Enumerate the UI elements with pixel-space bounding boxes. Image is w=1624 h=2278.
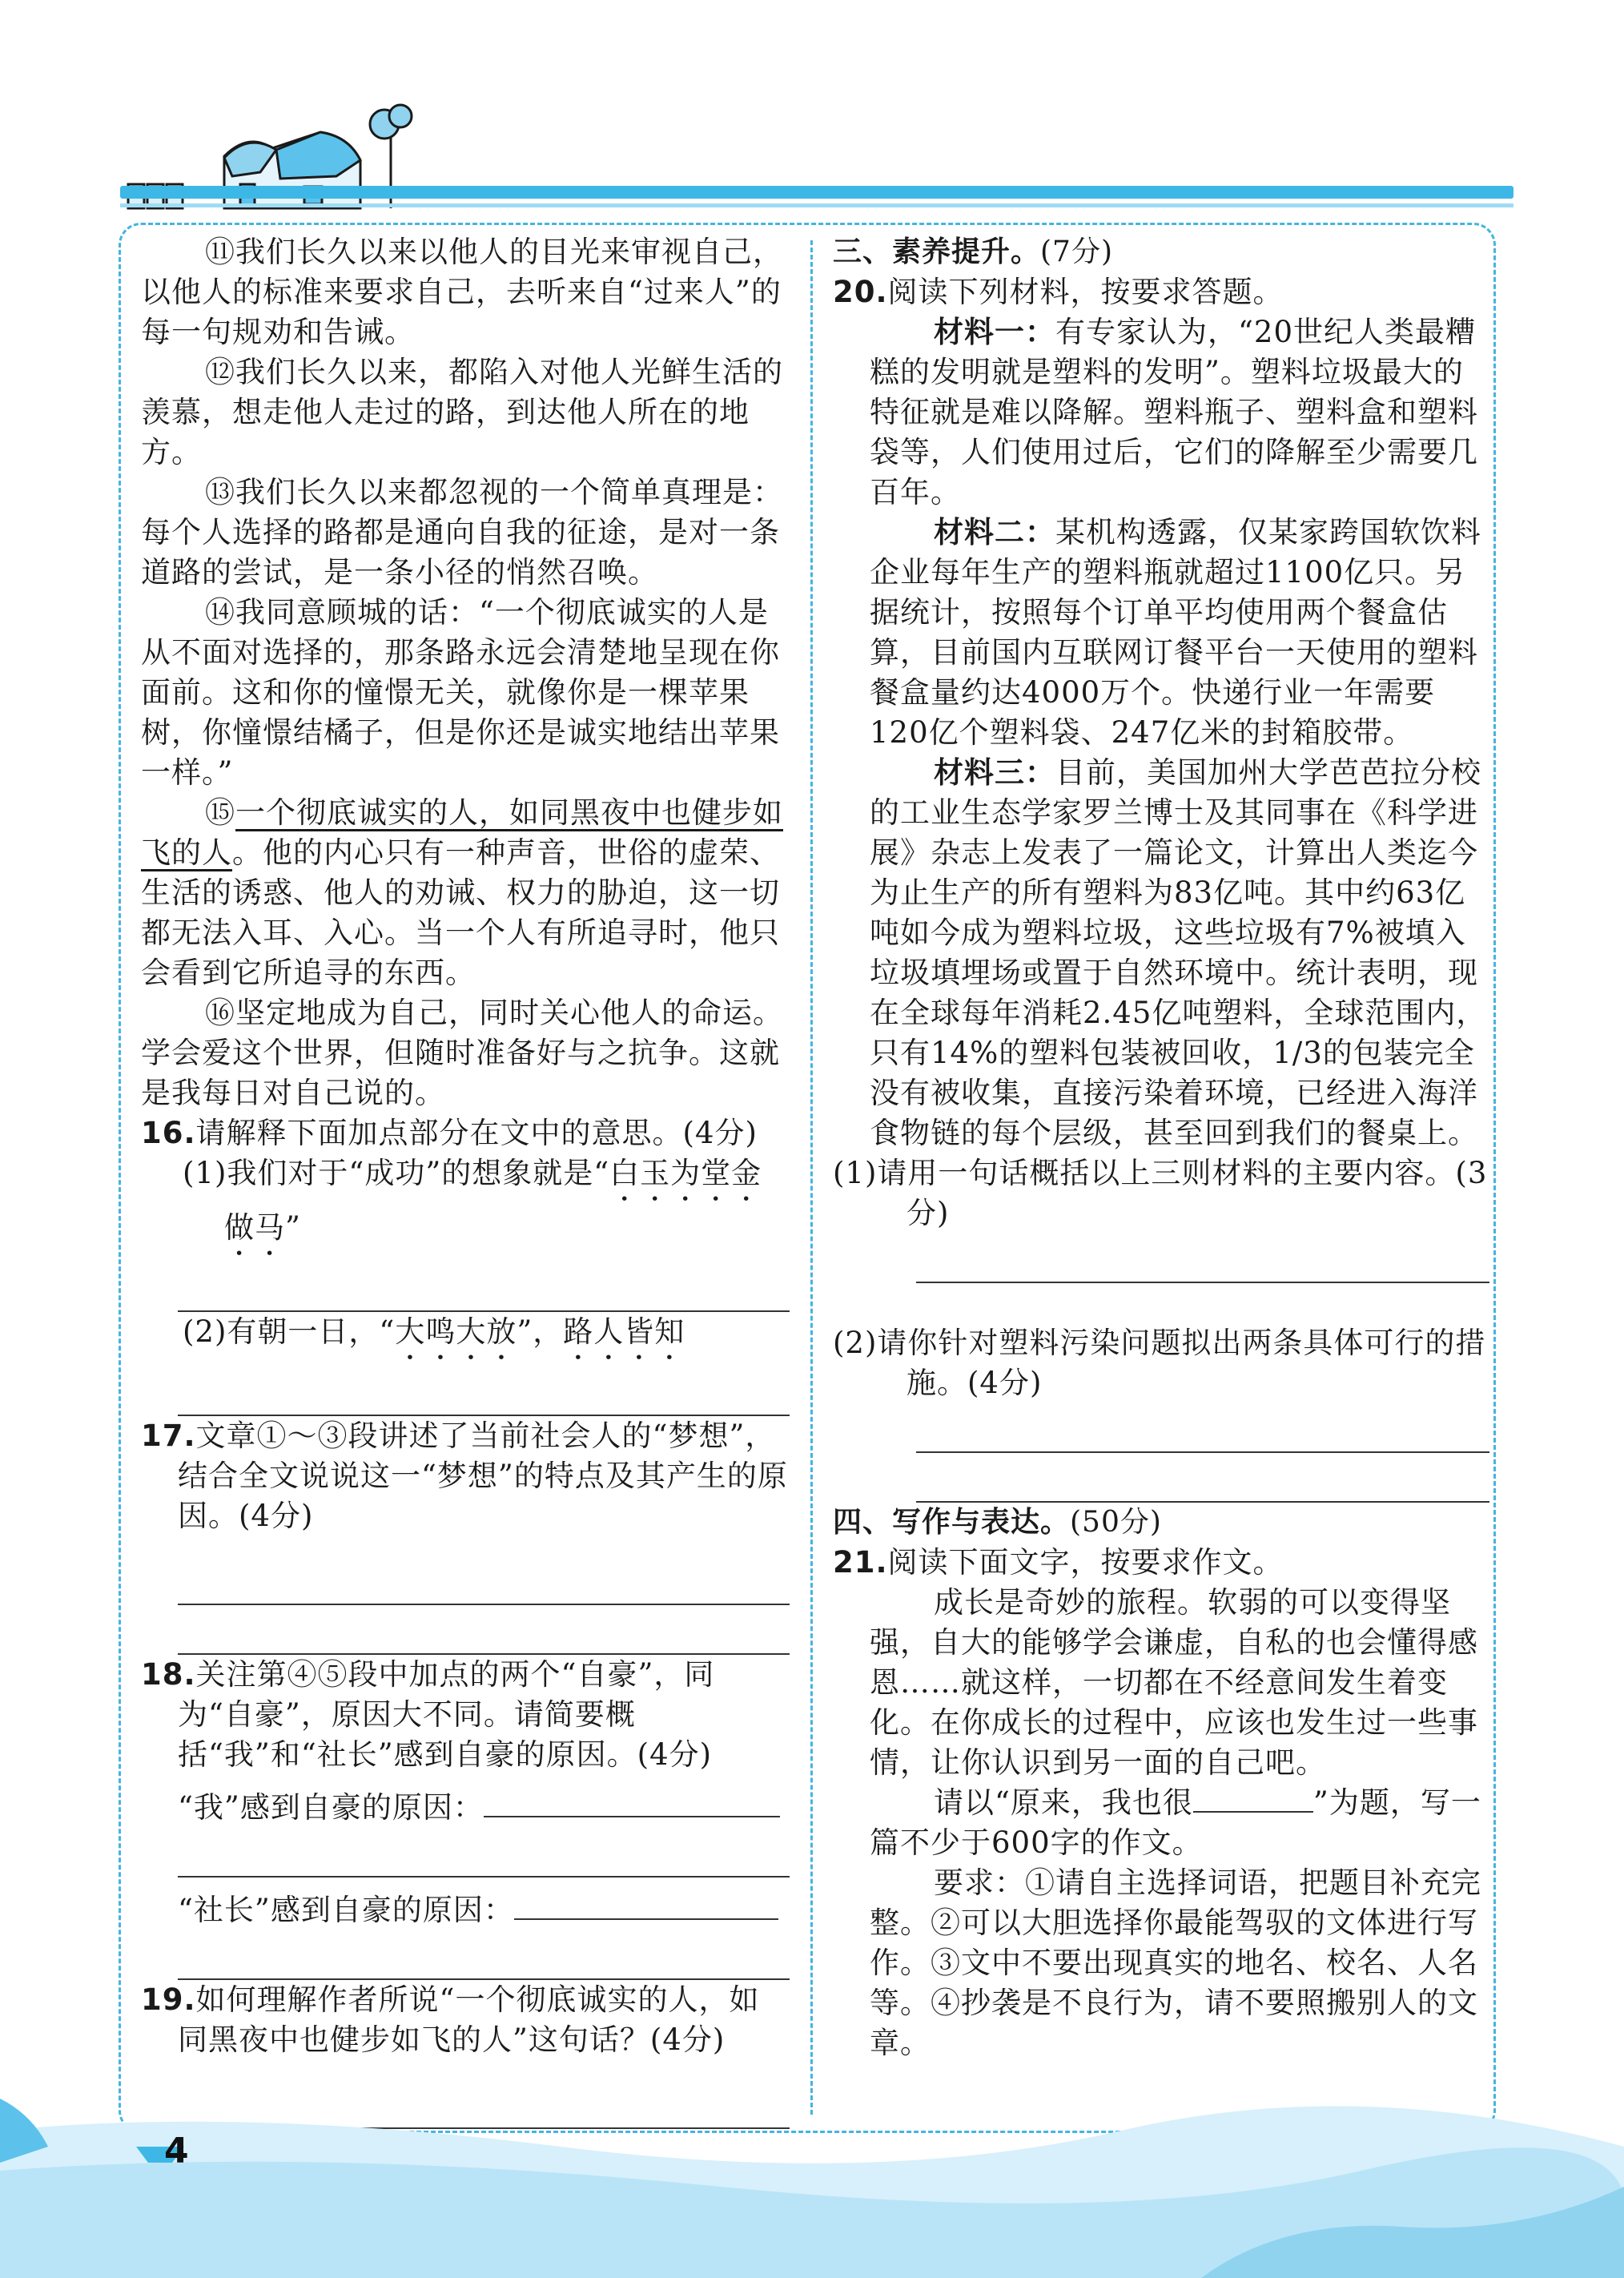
right-column (833, 232, 1489, 2063)
material-3-label: 材料三： (934, 755, 1055, 790)
material-3-text: 目前，美国加州大学芭芭拉分校的工业生态学家罗兰博士及其同事在《科学进展》杂志上发表了一篇论文，计算出人类迄今为止生产的所有塑料为83亿吨。其中约63亿吨如今成为塑料垃圾，这些垃圾有7%被填入垃圾填埋场或置于自然环境中。统计表明，现在全球每年消耗2.45亿吨塑料，全球范围内，只有14%的塑料包装被回收，1/3的包装完全没有被收集，直接污染着环境，已经进入海洋食物链的每个层级，甚至回到我们的餐桌上。 (870, 755, 1487, 1150)
question-16-1 (141, 1153, 790, 1262)
q21-title-instruction (870, 1783, 1489, 1863)
question-17-text: 文章①～③段讲述了当前社会人的“梦想”，结合全文说说这一“梦想”的特点及其产生的原因。(4分) (178, 1419, 788, 1533)
q21-title-pre: 请以“原来，我也很 (934, 1785, 1193, 1820)
question-21-number: 21. (833, 1545, 888, 1580)
question-20-text: 阅读下列材料，按要求答题。 (887, 275, 1284, 309)
answer-line-20-2a[interactable] (916, 1443, 1489, 1453)
question-18-text: 关注第④⑤段中加点的两个“自豪”，同为“自豪”，原因大不同。请简要概括“我”和“社长”感到自豪的原因。(4分) (178, 1657, 715, 1772)
material-1-label: 材料一： (934, 315, 1055, 349)
question-20-1: (1)请用一句话概括以上三则材料的主要内容。(3分) (833, 1156, 1488, 1230)
spacer (141, 1605, 790, 1645)
section-4-title: 四、写作与表达。 (833, 1506, 1071, 1539)
question-18 (141, 1655, 790, 1775)
underlined-sentence: 一个彻底诚实的人，如同黑夜中也健步如飞的人 (141, 795, 783, 870)
section-4-score: (50分) (1070, 1506, 1162, 1539)
question-20-number: 20. (833, 275, 888, 309)
answer-line-16-1[interactable] (178, 1302, 790, 1312)
paragraph-15-text: 。他的内心只有一种声音，世俗的虚荣、生活的诱惑、他人的劝诫、权力的胁迫，这一切都无法入耳、入心。当一个人有所追寻时，他只会看到它所追寻的东西。 (141, 835, 780, 990)
question-20-2: (2)请你针对塑料污染问题拟出两条具体可行的措施。(4分) (833, 1326, 1486, 1400)
q21-requirements: 要求：①请自主选择词语，把题目补充完整。②可以大胆选择你最能驾驭的文体进行写作。③文中不要出现真实的地名、校名、人名等。④抄袭是不良行为，请不要照搬别人的文章。 (870, 1865, 1481, 2060)
question-20 (833, 272, 1489, 312)
paragraph-14: ⑭我同意顾城的话：“一个彻底诚实的人是从不面对选择的，那条路永远会清楚地呈现在你面前。这和你的憧憬无关，就像你是一棵苹果树，你憧憬结橘子，但是你还是诚实地结出苹果一样。” (141, 595, 780, 790)
q21-title-post: ”为题，写一篇不少于600字的作文。 (870, 1785, 1481, 1860)
question-19 (141, 1980, 790, 2060)
spacer (141, 1930, 790, 1970)
spacer (141, 1828, 790, 1868)
q16-1-dotted-phrase: 白玉为堂金做马 (224, 1156, 762, 1245)
column-divider (810, 240, 813, 2115)
answer-line-17-b[interactable] (178, 1645, 790, 1655)
section-3-heading (833, 232, 1489, 272)
question-17 (141, 1416, 790, 1536)
answer-line-20-1a[interactable] (916, 1274, 1489, 1283)
answer-line-18-a[interactable] (484, 1808, 780, 1817)
paragraph-16: ⑯坚定地成为自己，同时关心他人的命运。学会爱这个世界，但随时准备好与之抗争。这就是我每日对自己说的。 (141, 996, 783, 1110)
question-16 (141, 1113, 790, 1153)
section-4-heading (833, 1503, 1489, 1543)
q16-1-close-quote: ” (285, 1210, 301, 1245)
q16-2-dotted-phrase-1: 大鸣大放 (395, 1314, 517, 1349)
spacer (141, 1262, 790, 1302)
spacer (833, 1453, 1489, 1493)
spacer (833, 1403, 1489, 1443)
paragraph-12: ⑫我们长久以来，都陷入对他人光鲜生活的羡慕，想走他人走过的路，到达他人所在的地方。 (141, 355, 783, 469)
spacer (141, 1536, 790, 1596)
material-2-text: 某机构透露，仅某家跨国软饮料企业每年生产的塑料瓶就超过1100亿只。另据统计，按照每个订单平均使用两个餐盒估算，目前国内互联网订餐平台一天使用的塑料餐盒量约达4000万个。快递行业一年需要120亿个塑料袋、247亿米的封箱胶带。 (870, 515, 1481, 750)
question-18-a (141, 1788, 790, 1828)
q16-1-text: (1)我们对于“成功”的想象就是“ (183, 1156, 610, 1190)
answer-line-18-a2[interactable] (178, 1868, 790, 1878)
spacer (141, 1366, 790, 1407)
answer-line-18-b2[interactable] (178, 1970, 790, 1980)
answer-line-20-2b[interactable] (916, 1493, 1489, 1503)
q16-2-text: (2)有朝一日，“ (183, 1314, 396, 1349)
question-21-text: 阅读下面文字，按要求作文。 (887, 1545, 1284, 1580)
header-bar-thin (120, 203, 1513, 207)
question-16-2 (141, 1312, 790, 1366)
spacer (833, 1283, 1489, 1323)
footer-wave-decoration (0, 2099, 1624, 2278)
q16-2-dotted-phrase-2: 路人皆知 (563, 1314, 685, 1349)
material-1-text: 有专家认为，“20世纪人类最糟糕的发明就是塑料的发明”。塑料垃圾最大的特征就是难以降解。塑料瓶子、塑料盒和塑料袋等，人们使用过后，它们的降解至少需要几百年。 (870, 315, 1478, 509)
question-16-number: 16. (141, 1116, 196, 1150)
section-3-score: (7分) (1040, 235, 1114, 268)
question-17-number: 17. (141, 1419, 196, 1453)
answer-line-18-b[interactable] (514, 1910, 778, 1920)
spacer (833, 1234, 1489, 1274)
q21-prompt: 成长是奇妙的旅程。软弱的可以变得坚强，自大的能够学会谦虚，自私的也会懂得感恩……就这样，一切都在不经意间发生着变化。在你成长的过程中，应该也发生过一些事情，让你认识到另一面的自己吧。 (870, 1585, 1478, 1780)
material-3 (870, 753, 1489, 1153)
paragraph-15 (141, 793, 790, 993)
question-18-number: 18. (141, 1657, 196, 1692)
q18-b-label: “社长”感到自豪的原因： (178, 1893, 514, 1927)
material-2 (870, 513, 1489, 753)
question-19-text: 如何理解作者所说“一个彻底诚实的人，如同黑夜中也健步如飞的人”这句话？(4分) (178, 1982, 760, 2057)
section-3-title: 三、素养提升。 (833, 235, 1041, 268)
answer-line-17-a[interactable] (178, 1596, 790, 1605)
page-number: 4 (164, 2131, 189, 2171)
paragraph-11: ⑪我们长久以来以他人的目光来审视自己，以他人的标准来要求自己，去听来自“过来人”的每一句规劝和告诫。 (141, 235, 783, 349)
paragraph-13: ⑬我们长久以来都忽视的一个简单真理是：每个人选择的路都是通向自我的征途，是对一条道路的尝试，是一条小径的悄然召唤。 (141, 475, 783, 590)
paragraph-15-number: ⑮ (205, 795, 235, 830)
question-21 (833, 1543, 1489, 1583)
left-column (141, 232, 790, 2179)
question-18-b (141, 1890, 790, 1930)
q16-2-mid: ”， (517, 1314, 564, 1349)
material-2-label: 材料二： (934, 515, 1055, 549)
title-blank[interactable] (1193, 1803, 1313, 1813)
question-19-number: 19. (141, 1982, 196, 2017)
header-bar (120, 186, 1513, 199)
material-1 (870, 312, 1489, 513)
question-16-text: 请解释下面加点部分在文中的意思。(4分) (195, 1116, 758, 1150)
answer-line-16-2[interactable] (178, 1407, 790, 1416)
q18-a-label: “我”感到自豪的原因： (178, 1790, 484, 1825)
